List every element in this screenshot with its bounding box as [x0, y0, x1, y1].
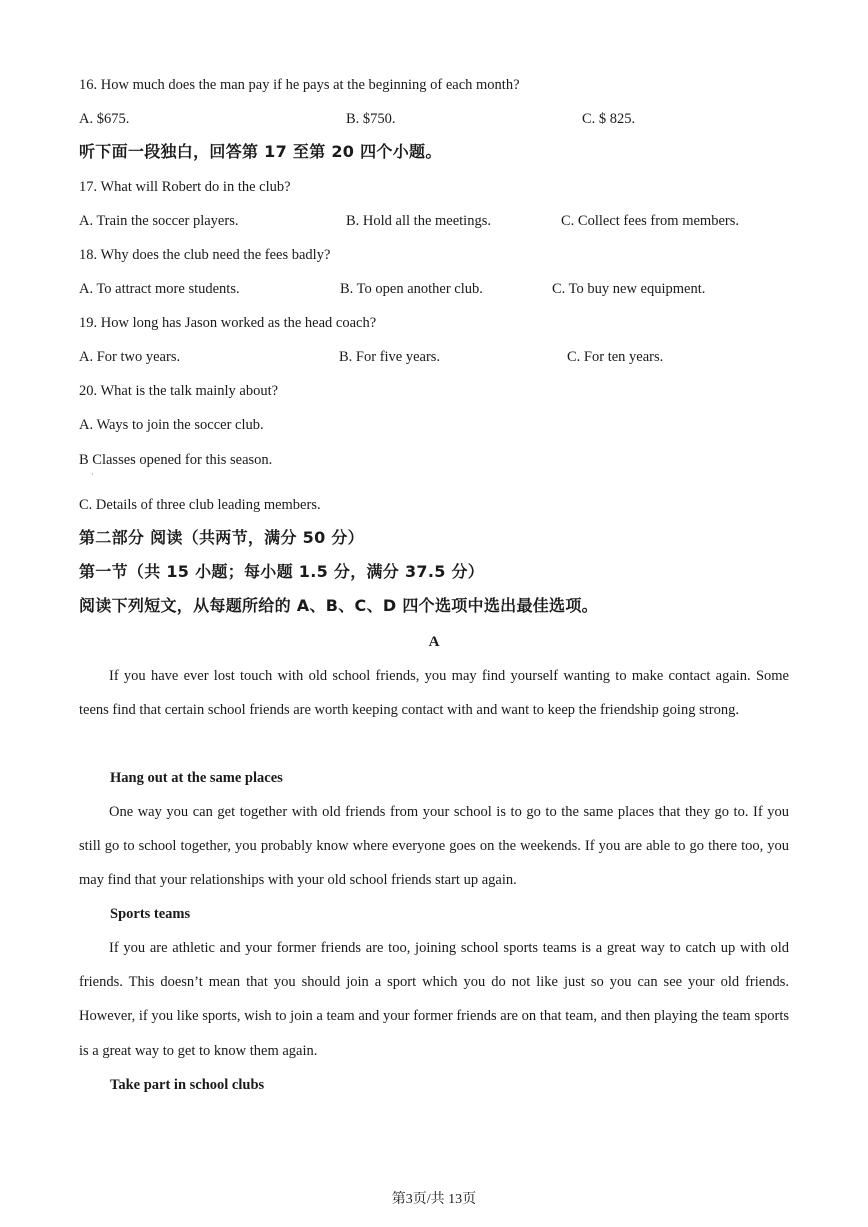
part2-title: 第二部分 阅读（共两节，满分 50 分） [79, 528, 364, 547]
question-19: 19. How long has Jason worked as the head coach? [79, 315, 377, 331]
q20-option-c: C. Details of three club leading members. [79, 497, 321, 513]
q19-option-c: C. For ten years. [567, 349, 664, 365]
q17-option-c: C. Collect fees from members. [561, 213, 739, 229]
reading-instruction: 阅读下列短文，从每题所给的 A、B、C、D 四个选项中选出最佳选项。 [79, 596, 598, 615]
passage-intro: If you have ever lost touch with old school friends, you may find yourself wanting to make contact again. Some teens find that certain school friends are worth keeping contact with and want to keep the friendship going strong. [79, 668, 789, 719]
section-heading-clubs: Take part in school clubs [110, 1077, 265, 1093]
question-18: 18. Why does the club need the fees badly? [79, 247, 331, 263]
section-heading-hang-out: Hang out at the same places [110, 770, 283, 786]
stray-mark: · [91, 470, 94, 479]
question-16: 16. How much does the man pay if he pays at the beginning of each month? [79, 77, 520, 93]
q17-option-b: B. Hold all the meetings. [346, 213, 491, 229]
section1-title: 第一节（共 15 小题；每小题 1.5 分，满分 37.5 分） [79, 562, 485, 581]
q20-option-a: A. Ways to join the soccer club. [79, 417, 264, 433]
question-20: 20. What is the talk mainly about? [79, 383, 279, 399]
q19-option-b: B. For five years. [339, 349, 441, 365]
q16-option-a: A. $675. [79, 111, 130, 127]
page-number: 第3页/共 13页 [391, 1192, 477, 1207]
q19-option-a: A. For two years. [79, 349, 181, 365]
section-text-sports: If you are athletic and your former friends are too, joining school sports teams is a great way to catch up with old friends. This doesn’t mean that you should join a sport which you do not like just so you can see your old friends. However, if you like sports, wish to join a team and your former friends are on that team, and then playing the team sports is a great way to get to know them again. [79, 940, 789, 1059]
q18-option-b: B. To open another club. [340, 281, 483, 297]
passage-label: A [428, 634, 440, 650]
q17-option-a: A. Train the soccer players. [79, 213, 239, 229]
q20-option-b: B Classes opened for this season. [79, 452, 273, 468]
question-17: 17. What will Robert do in the club? [79, 179, 291, 195]
section-heading-sports: Sports teams [110, 906, 191, 922]
q16-option-b: B. $750. [346, 111, 396, 127]
section-text-hang-out: One way you can get together with old friends from your school is to go to the same places that they go to. If you still go to school together, you probably know where everyone goes on the weekends. If you are able to go there too, you may find that your relationships with your old school friends start up again. [79, 804, 789, 889]
q16-option-c: C. $ 825. [582, 111, 636, 127]
q18-option-c: C. To buy new equipment. [552, 281, 706, 297]
q18-option-a: A. To attract more students. [79, 281, 240, 297]
listening-instruction: 听下面一段独白，回答第 17 至第 20 四个小题。 [79, 142, 442, 161]
